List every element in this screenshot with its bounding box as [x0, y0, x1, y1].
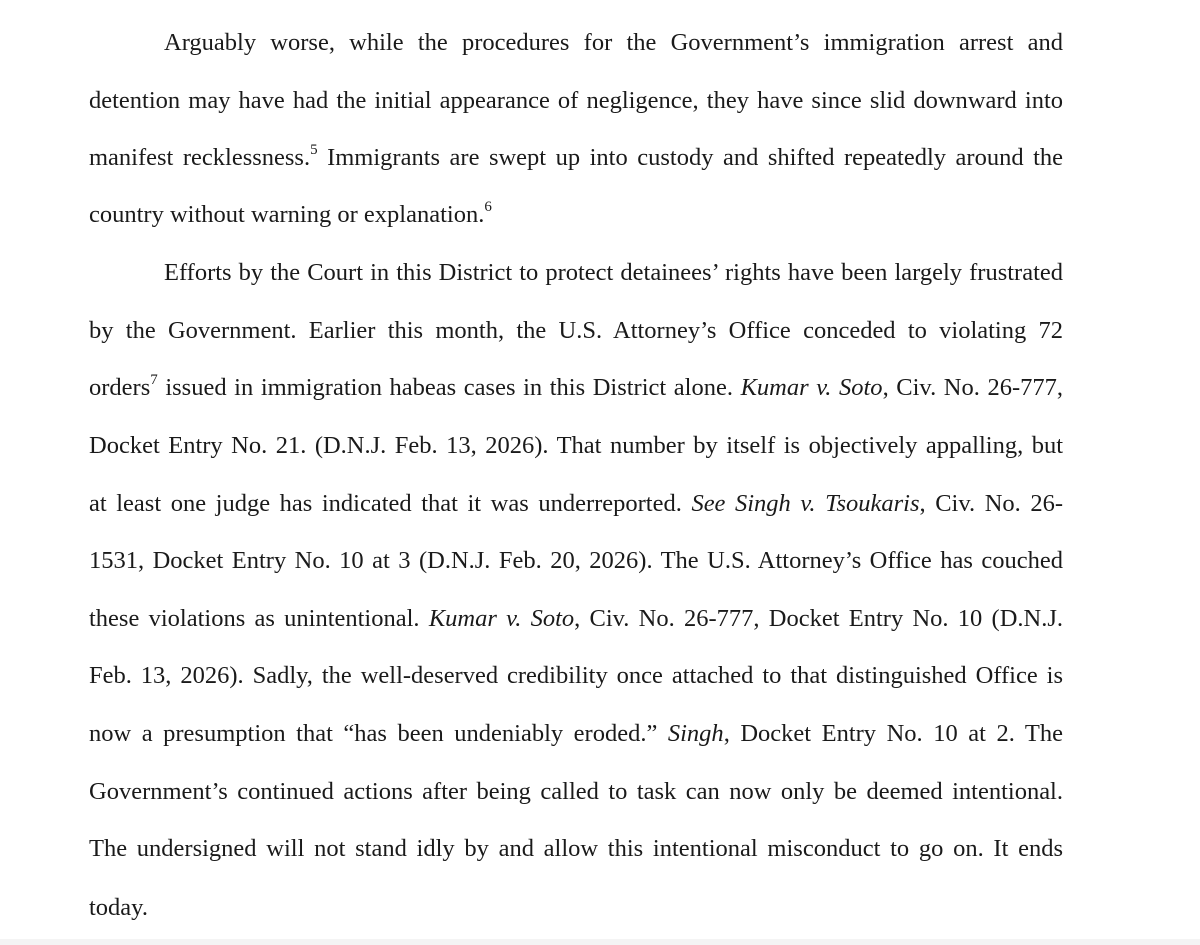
paragraph-2-line-6: 1531, Docket Entry No. 10 at 3 (D.N.J. Feb. 20, 2026). The U.S. Attorney’s Office has couched [89, 547, 1063, 574]
paragraph-2-line-1: Efforts by the Court in this District to protect detainees’ rights have been largely frustrated [164, 259, 1063, 286]
paragraph-2-line-4: Docket Entry No. 21. (D.N.J. Feb. 13, 2026). That number by itself is objectively appalling, but [89, 432, 1063, 459]
case-citation-kumar: Kumar v. Soto [428, 605, 575, 632]
paragraph-2-line-8: Feb. 13, 2026). Sadly, the well-deserved credibility once attached to that distinguished Office is [89, 662, 1063, 689]
footnote-5[interactable]: 5 [310, 141, 318, 158]
case-citation-kumar: Kumar v. Soto [740, 374, 883, 401]
paragraph-2-line-2: by the Government. Earlier this month, the U.S. Attorney’s Office conceded to violating 72 [89, 317, 1063, 344]
paragraph-2-line-9: now a presumption that “has been undeniably eroded.” Singh, Docket Entry No. 10 at 2. The [89, 720, 1064, 747]
footnote-6[interactable]: 6 [484, 198, 492, 215]
paragraph-1-line-2: detention may have had the initial appearance of negligence, they have since slid downward into [89, 87, 1063, 114]
footnote-7[interactable]: 7 [150, 371, 158, 388]
paragraph-2-line-10: Government’s continued actions after being called to task can now only be deemed intentional. [89, 778, 1063, 805]
paragraph-1-line-1: Arguably worse, while the procedures for the Government’s immigration arrest and [164, 29, 1063, 56]
case-citation-singh-short: Singh [667, 720, 724, 747]
paragraph-2-line-3: orders$^7$ issued in immigration habeas cases in this District alone. Kumar v. Soto, Civ. No. 26-777, [89, 371, 1063, 401]
case-citation-singh: See Singh v. Tsoukaris [691, 490, 920, 517]
paragraph-2-line-5: at least one judge has indicated that it was underreported. See Singh v. Tsoukaris, Civ. No. 26- [89, 490, 1063, 517]
paragraph-2-line-7: these violations as unintentional. Kumar v. Soto, Civ. No. 26-777, Docket Entry No. 10 (D.N.J. [89, 605, 1063, 632]
paragraph-1-line-3: manifest recklessness.$^5$ Immigrants are swept up into custody and shifted repeatedly around the [89, 141, 1063, 171]
paragraph-1-line-4: country without warning or explanation.$^6$ [89, 198, 492, 228]
page-bottom-edge [0, 939, 1200, 945]
paragraph-2-line-12: today. [89, 894, 148, 921]
paragraph-2-line-11: The undersigned will not stand idly by and allow this intentional misconduct to go on. It ends [89, 835, 1063, 862]
